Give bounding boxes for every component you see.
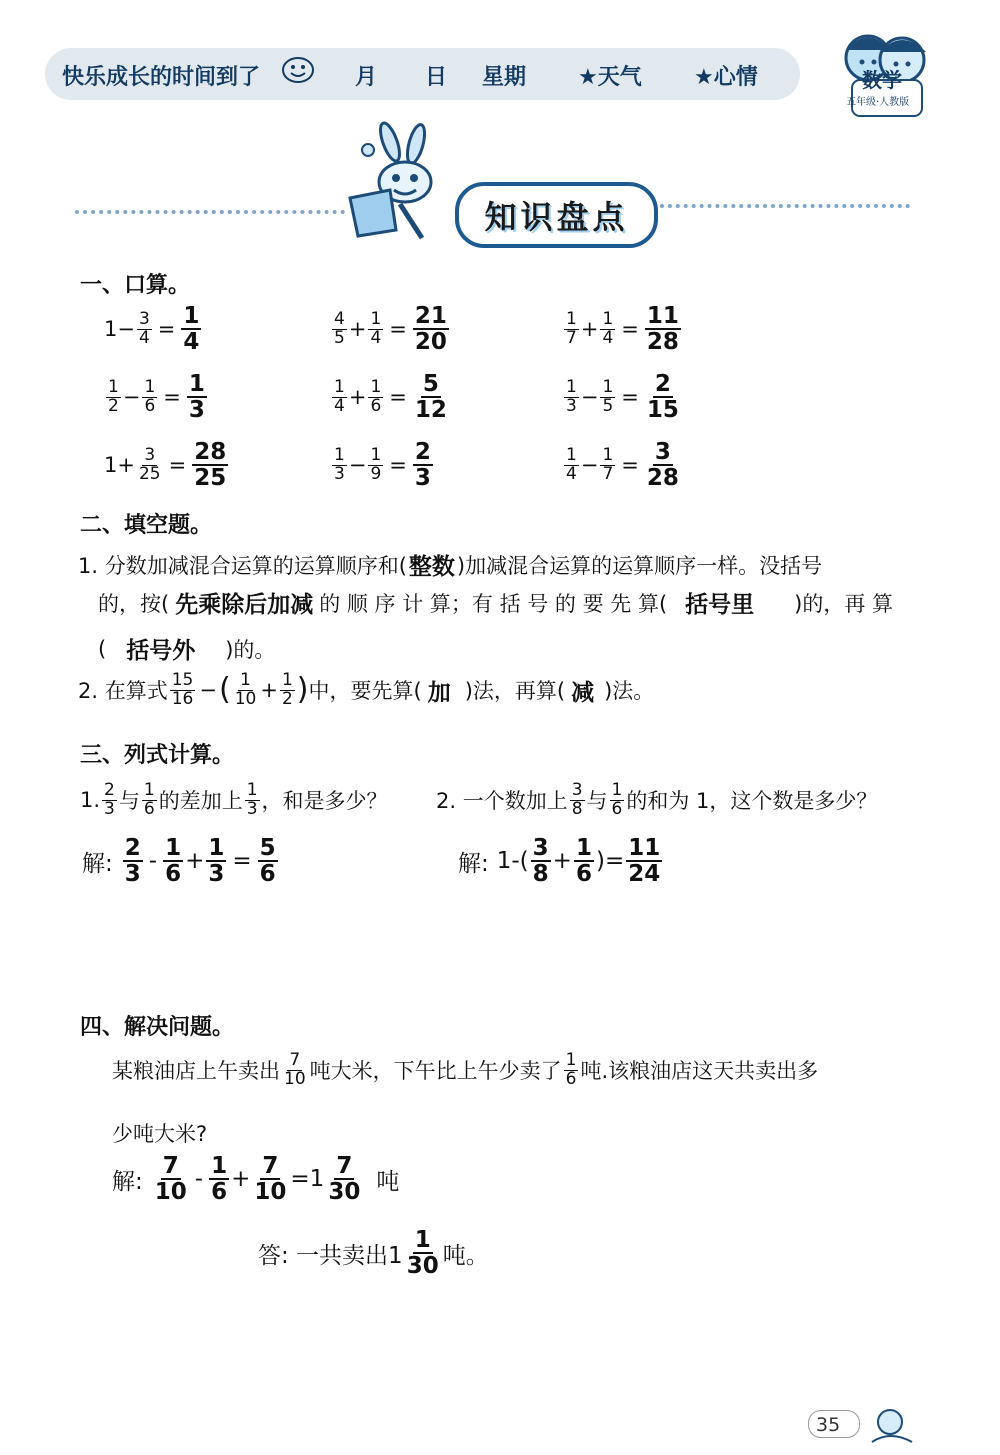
oral-answer xyxy=(645,372,681,422)
calc-q1-solution: 解: $\frac{2}{3}$ - $\frac{1}{6}$ + $\frac{1}{3}$ = $\frac{5}{6}$ xyxy=(82,835,276,888)
fill-q2-text-d: )法。 xyxy=(604,679,655,704)
fraction: $\frac{1}{6}$ xyxy=(565,1050,577,1089)
numerator: 3 xyxy=(144,444,156,465)
section4-title: 四、解决问题。 xyxy=(80,1015,235,1040)
denominator: 4 xyxy=(566,463,577,484)
solution-prefix: 解: xyxy=(458,850,489,877)
denominator: 4 xyxy=(138,327,150,348)
oral-calc-item: $\frac{1}{3}$ − $\frac{1}{9}$ = $\frac{2}{3}$ xyxy=(334,439,431,492)
oral-answer xyxy=(413,304,449,354)
oral-answer xyxy=(187,372,207,422)
problem-text-b: 吨大米，下午比上午少卖了 xyxy=(309,1059,562,1084)
logo-grade: 五年级·人教版 xyxy=(846,97,910,108)
fraction: $\frac{7}{10}$ xyxy=(254,1153,287,1206)
oral-answer xyxy=(413,372,449,422)
fraction: $\frac{7}{30}$ xyxy=(328,1153,361,1206)
fill-q1-text-g: )的。 xyxy=(225,637,276,662)
fraction: $\frac{7}{10}$ xyxy=(284,1050,306,1089)
numerator: 1 xyxy=(602,376,614,397)
oral-calc-item: $\frac{1}{4}$ + $\frac{1}{6}$ = $\frac{5}{12}$ xyxy=(334,371,447,424)
numerator: 1 xyxy=(602,308,614,329)
numerator: 1 xyxy=(188,371,205,397)
oral-operator: − xyxy=(580,453,599,478)
answer-text-b: 吨。 xyxy=(442,1242,489,1269)
denominator: 6 xyxy=(370,395,382,416)
oral-calc-item: $\frac{1}{3}$ − $\frac{1}{5}$ = $\frac{2}{15}$ xyxy=(566,371,679,424)
denominator: 5 xyxy=(334,327,345,348)
problem-line2: 少吨大米? xyxy=(112,1122,208,1146)
fill-q2-text-c: )法，再算( xyxy=(464,679,566,704)
fill-q1-line1 xyxy=(78,548,822,581)
numerator: 2 xyxy=(654,371,671,397)
numerator: 5 xyxy=(422,371,439,397)
problem-answer xyxy=(258,1228,489,1278)
denominator: 25 xyxy=(138,463,161,484)
section3-title: 三、列式计算。 xyxy=(80,743,235,768)
numerator: 1 xyxy=(334,444,345,465)
denominator: 3 xyxy=(414,465,431,492)
calc-q1-text-b: 的差加上 xyxy=(158,789,243,814)
solution-unit: 吨 xyxy=(376,1168,400,1195)
denominator: 3 xyxy=(566,395,577,416)
fraction: $\frac{1}{30}$ xyxy=(406,1227,439,1280)
numerator: 1 xyxy=(281,670,293,690)
numerator: 1 xyxy=(602,444,614,465)
numerator: 21 xyxy=(414,303,447,329)
mascot-footer-icon xyxy=(862,1402,922,1446)
oral-operator: + xyxy=(580,317,599,342)
numerator: 3 xyxy=(138,308,150,329)
problem-text-c: 吨.该粮油店这天共卖出多 xyxy=(580,1059,819,1084)
oral-prefix: 1+ xyxy=(104,453,135,478)
fraction: $\frac{3}{8}$ xyxy=(571,780,583,819)
oral-prefix: 1− xyxy=(104,317,135,342)
denominator: 7 xyxy=(566,327,577,348)
calc-q2-solution: 解: 1-( $\frac{3}{8}$ + $\frac{1}{6}$ )= $\frac{11}{24}$ xyxy=(458,835,661,888)
fraction: $\frac{7}{10}$ xyxy=(154,1153,187,1206)
fill-q1-line3 xyxy=(98,632,275,665)
numerator: 2 xyxy=(414,439,431,465)
denominator: 4 xyxy=(370,327,382,348)
oral-calc-item: $\frac{1}{7}$ + $\frac{1}{4}$ = $\frac{11}{28}$ xyxy=(566,303,679,356)
header-month: 月 xyxy=(355,65,378,90)
fill-q1-text-c: 的，按( xyxy=(98,591,170,616)
numerator: 1 xyxy=(370,308,382,329)
denominator: 5 xyxy=(602,395,614,416)
fill-q1-text-a: 1. 分数加减混合运算的运算顺序和( xyxy=(78,553,407,578)
header-day: 日 xyxy=(425,65,448,90)
oral-operator: − xyxy=(122,385,141,410)
denominator: 12 xyxy=(414,397,447,424)
fraction: $\frac{1}{6}$ xyxy=(211,1153,228,1206)
denominator: 2 xyxy=(281,688,293,709)
numerator: 1 xyxy=(144,376,156,397)
denominator: 2 xyxy=(108,395,119,416)
fill-q1-text-b: )加减混合运算的运算顺序一样。没括号 xyxy=(456,553,823,578)
fill-q2-line: 2. 在算式 $\frac{15}{16}$ − ( $\frac{1}{10}$ + $\frac{1}{2}$ ) 中，要先算( 加 )法，再算( 减 )法。 xyxy=(78,670,655,709)
fill-q1-answer-3: 括号里 xyxy=(685,592,755,618)
solution-open: 1-( xyxy=(496,848,529,875)
fraction xyxy=(233,672,259,709)
numerator: 1 xyxy=(566,376,577,397)
fill-q1-answer-4: 括号外 xyxy=(126,638,196,664)
answer-text-a: 答: 一共卖出1 xyxy=(258,1242,403,1269)
numerator: 1 xyxy=(370,444,382,465)
fraction: $\frac{2}{3}$ xyxy=(124,835,141,888)
denominator: 7 xyxy=(602,463,614,484)
fraction xyxy=(564,308,579,348)
denominator: 3 xyxy=(334,463,345,484)
oral-answer xyxy=(181,304,201,354)
fraction xyxy=(332,308,347,348)
oral-answer xyxy=(645,304,681,354)
numerator: 1 xyxy=(566,308,577,329)
section2-title: 二、填空题。 xyxy=(80,513,213,538)
calc-q2-text-b: 的和为 1，这个数是多少？ xyxy=(626,789,878,814)
fraction xyxy=(564,376,579,416)
smiley-icon xyxy=(278,52,318,86)
numerator: 28 xyxy=(194,439,227,465)
fraction: $\frac{1}{6}$ xyxy=(575,835,592,888)
fraction: $\frac{3}{8}$ xyxy=(532,835,549,888)
banner-title: 知识盘点 xyxy=(455,182,658,248)
oral-operator: + xyxy=(348,317,367,342)
fraction: $\frac{5}{6}$ xyxy=(259,835,276,888)
problem-solution: 解: $\frac{7}{10}$ - $\frac{1}{6}$ + $\frac{7}{10}$ = 1 $\frac{7}{30}$ 吨 xyxy=(112,1153,400,1206)
oral-operator: − xyxy=(580,385,599,410)
denominator: 25 xyxy=(194,465,227,492)
calc-q1 xyxy=(80,782,388,819)
oral-operator: − xyxy=(348,453,367,478)
fill-q1-text-f: ( xyxy=(98,636,107,661)
fill-q1-answer-1: 整数 xyxy=(408,554,455,580)
denominator: 9 xyxy=(370,463,382,484)
oral-calc-item: $\frac{1}{4}$ − $\frac{1}{7}$ = $\frac{3}{28}$ xyxy=(566,439,679,492)
calc-q2 xyxy=(436,782,877,819)
page-number: 35 xyxy=(816,1414,841,1436)
problem-line1 xyxy=(112,1052,818,1089)
fraction xyxy=(106,376,121,416)
fill-q1-answer-2: 先乘除后加减 xyxy=(175,592,314,618)
denominator: 16 xyxy=(171,688,194,709)
fraction xyxy=(137,444,163,484)
header-slogan: 快乐成长的时间到了 xyxy=(62,65,261,90)
solution-close: )= xyxy=(595,848,625,875)
fraction: $\frac{1}{6}$ xyxy=(165,835,182,888)
calc-q1-text-a: 与 xyxy=(118,789,140,814)
oral-calc-item: 1+ $\frac{3}{25}$ = $\frac{28}{25}$ xyxy=(104,439,227,492)
oral-calc-item: $\frac{4}{5}$ + $\frac{1}{4}$ = $\frac{21}{20}$ xyxy=(334,303,447,356)
fraction xyxy=(142,376,157,416)
fraction xyxy=(332,376,347,416)
fraction: $\frac{11}{24}$ xyxy=(628,835,661,888)
denominator: 15 xyxy=(646,397,679,424)
fill-q1-line2 xyxy=(98,586,893,619)
fill-q2-text-b: 中，要先算( xyxy=(308,679,422,704)
numerator: 1 xyxy=(334,376,345,397)
oral-answer xyxy=(192,440,228,490)
denominator: 10 xyxy=(234,688,257,709)
denominator: 4 xyxy=(602,327,614,348)
fill-q2-answer-1: 加 xyxy=(427,679,451,706)
problem-text-a: 某粮油店上午卖出 xyxy=(112,1059,280,1084)
denominator: 4 xyxy=(334,395,345,416)
dotted-divider-right xyxy=(660,204,910,208)
solution-prefix: 解: xyxy=(112,1168,143,1195)
numerator: 3 xyxy=(654,439,671,465)
fraction xyxy=(600,376,615,416)
numerator: 4 xyxy=(334,308,345,329)
fraction xyxy=(332,444,347,484)
fraction xyxy=(600,308,615,348)
fraction xyxy=(368,376,383,416)
fraction xyxy=(564,444,579,484)
numerator: 1 xyxy=(183,303,200,329)
fraction xyxy=(368,444,383,484)
calc-q2-label: 2. 一个数加上 xyxy=(436,789,568,814)
numerator: 1 xyxy=(240,670,251,690)
section1-title: 一、口算。 xyxy=(80,273,191,298)
denominator: 28 xyxy=(646,329,679,356)
oral-answer xyxy=(645,440,681,490)
header-week: 星期 xyxy=(482,65,527,90)
fraction xyxy=(170,672,196,709)
denominator: 3 xyxy=(188,397,205,424)
fraction: $\frac{2}{3}$ xyxy=(104,780,115,819)
fraction: $\frac{1}{6}$ xyxy=(611,780,623,819)
fraction: $\frac{1}{6}$ xyxy=(143,780,155,819)
logo-subject: 数学 xyxy=(862,68,902,92)
denominator: 20 xyxy=(414,329,447,356)
fill-q2-text-a: 2. 在算式 xyxy=(78,679,168,704)
fill-q2-answer-2: 减 xyxy=(571,679,595,706)
denominator: 4 xyxy=(183,329,200,356)
fraction xyxy=(137,308,152,348)
dotted-divider-left xyxy=(75,210,345,214)
numerator: 11 xyxy=(646,303,679,329)
numerator: 1 xyxy=(108,376,119,397)
oral-calc-item: 1− $\frac{3}{4}$ = $\frac{1}{4}$ xyxy=(104,303,200,356)
rabbit-mascot-icon xyxy=(330,120,460,250)
solution-prefix: 解: xyxy=(82,850,113,877)
denominator: 28 xyxy=(646,465,679,492)
fraction xyxy=(368,308,383,348)
calc-q1-text-c: ，和是多少？ xyxy=(261,789,388,814)
oral-operator: + xyxy=(348,385,367,410)
fraction xyxy=(280,672,295,709)
fill-q1-text-d: 的 顺 序 计 算；有 括 号 的 要 先 算( xyxy=(319,591,668,616)
calc-q1-label: 1. xyxy=(80,788,101,813)
oral-answer xyxy=(413,440,433,490)
numerator: 15 xyxy=(171,670,194,690)
fraction xyxy=(600,444,615,484)
calc-q2-text-a: 与 xyxy=(586,789,608,814)
fraction: $\frac{1}{3}$ xyxy=(246,780,258,819)
fill-q1-text-e: )的，再 算 xyxy=(794,591,894,616)
oral-calc-item: $\frac{1}{2}$ − $\frac{1}{6}$ = $\frac{1}{3}$ xyxy=(108,371,205,424)
fraction: $\frac{1}{3}$ xyxy=(208,835,225,888)
denominator: 6 xyxy=(144,395,156,416)
numerator: 1 xyxy=(370,376,382,397)
numerator: 1 xyxy=(566,444,577,465)
header-mood: ★心情 xyxy=(694,65,758,90)
header-weather: ★天气 xyxy=(578,65,642,90)
mixed-whole: 1 xyxy=(309,1166,325,1193)
